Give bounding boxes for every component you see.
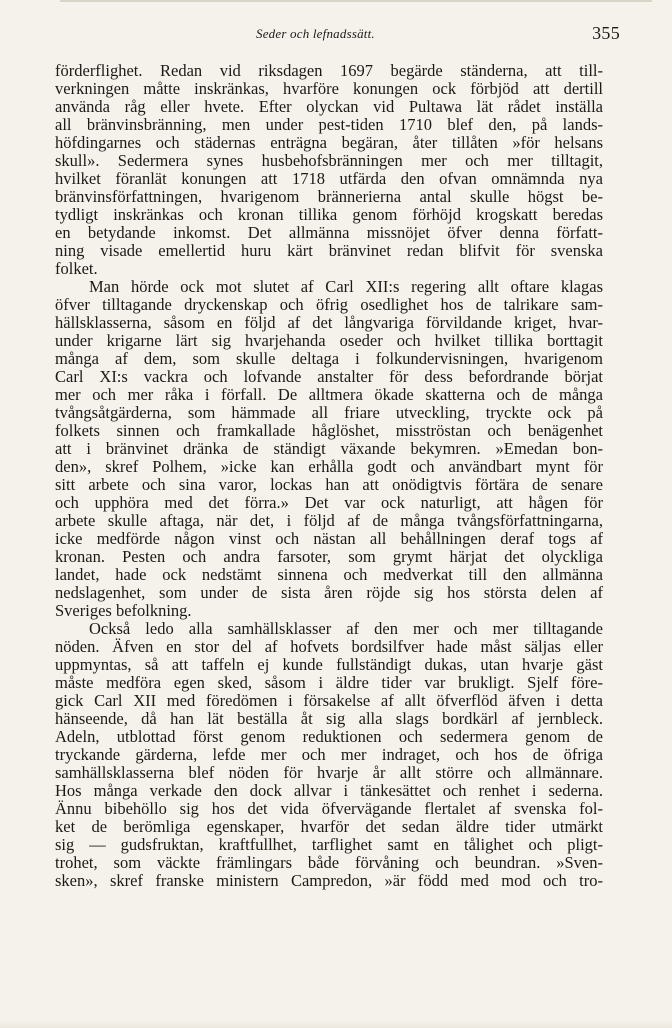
text-line: mer och mer råka i förfall. De alltmera ökade skatterna och de många [55, 385, 603, 404]
text-line: skull». Sedermera synes husbehofsbränningen mer och mer tilltagit, [55, 151, 603, 170]
text-line: Carl XI:s vackra och lofvande anstalter för dess befordrande börjat [55, 367, 603, 386]
text-line: använda råg eller hvete. Efter olyckan vid Pultawa lät rådet inställa [55, 97, 603, 116]
text-line: icke medförde någon vinst och nästan all behållningen deraf togs af [55, 529, 603, 548]
text-line: samhällsklasserna blef nöden för hvarje år allt större och allmännare. [55, 763, 603, 782]
text-line: en betydande inkomst. Det allmänna missnöjet öfver denna författ- [55, 223, 603, 242]
text-line: hänseende, då han lät beställa åt sig alla slags bordkärl af jernbleck. [55, 709, 603, 728]
text-line: Adeln, utblottad först genom reduktionen och sedermera genom de [55, 727, 603, 746]
text-line: folkets sinnen och framkallade håglöshet, misströstan och benägenhet [55, 421, 603, 440]
text-line: öfver tilltagande dryckenskap och öfrig osedlighet hos de talrikare sam- [55, 295, 603, 314]
paragraph-end-line: folket. [55, 259, 98, 278]
text-line: gick Carl XII med föredömen i försakelse af allt öfverflöd äfven i detta [55, 691, 603, 710]
text-line: och upphöra med det förra.» Det var ock naturligt, att hågen för [55, 493, 603, 512]
page-number: 355 [592, 23, 620, 43]
text-line: trohet, som väckte främlingars både förvåning och beundran. »Sven- [55, 853, 603, 872]
text-line: nedslagenhet, som under de sista åren röjde sig hos största delen af [55, 583, 603, 602]
text-line: tryckande gärderna, lefde mer och mer indraget, och hos de öfriga [55, 745, 603, 764]
text-line: uppmyntas, så att taffeln ej kunde fullständigt dukas, utan hvarje gäst [55, 655, 603, 674]
page-top-edge [60, 0, 652, 2]
paragraph-first-line: Man hörde ock mot slutet af Carl XII:s regering allt oftare klagas [89, 277, 603, 296]
text-line: många af dem, som skulle deltaga i folkundervisningen, hvarigenom [55, 349, 603, 368]
text-line: verkningen måtte inskränkas, hvarföre konungen ock förbjöd att dertill [55, 79, 603, 98]
text-line: att i bränvinet dränka de ständigt växande bekymren. »Emedan bon- [55, 439, 603, 458]
text-line: tvångsåtgärderna, som hämmade all friare utveckling, tryckte ock på [55, 403, 603, 422]
text-line: Hos många verkade den dock allvar i tänkesättet och renhet i sederna. [55, 781, 603, 800]
text-line: sitt arbete och sina varor, lockas han att onödigtvis förtära de senare [55, 475, 603, 494]
text-line: under krigarne lärt sig hvarjehanda oseder och hvilket tillika borttagit [55, 331, 603, 350]
paragraph-end-line: Sveriges befolkning. [55, 601, 192, 620]
text-line: arbete skulle aftaga, när det, i följd af de många tvångsförfattningarna, [55, 511, 603, 530]
text-line: tydligt inskränkas och kronan tillika genom förhöjd krogskatt beredas [55, 205, 603, 224]
page-bottom-edge [0, 1020, 672, 1028]
text-line: höfdingarnes och städernas enträgna begäran, åter tillåten »för helsans [55, 133, 603, 152]
text-line: Ännu bibehöllo sig hos det vida öfvervägande flertalet af svenska fol- [55, 799, 603, 818]
text-line: den», skref Polhem, »icke kan erhålla godt och användbart mynt för [55, 457, 603, 476]
text-line: sken», skref franske ministern Campredon, »är född med mod och tro- [55, 871, 603, 890]
text-line: förderflighet. Redan vid riksdagen 1697 begärde ständerna, att till- [55, 61, 603, 80]
text-line: sig — gudsfruktan, kraftfullhet, tarflighet samt en tålighet och pligt- [55, 835, 603, 854]
text-line: kronan. Pesten och andra farsoter, som grymt härjat det olyckliga [55, 547, 603, 566]
text-line: ning visade emellertid huru kärt bränvinet redan blifvit för svenska [55, 241, 603, 260]
text-line: bränvinsförfattningen, hvarigenom brännerierna antal skulle högst be- [55, 187, 603, 206]
text-line: hvilket föranlät konungen att 1718 utfärda den ofvan omnämnda nya [55, 169, 603, 188]
text-line: hällsklasserna, såsom en följd af det långvariga förvildande kriget, hvar- [55, 313, 603, 332]
text-line: all bränvinsbränning, men under pest-tiden 1710 blef den, på lands- [55, 115, 603, 134]
text-line: landet, hade ock nedstämt sinnena och medverkat till den allmänna [55, 565, 603, 584]
text-line: måste medföra egen sked, såsom i äldre tider var brukligt. Sjelf före- [55, 673, 603, 692]
running-head: Seder och lefnadssätt. [256, 26, 375, 41]
text-line: nöden. Äfven en stor del af hofvets bordsilfver hade måst säljas eller [55, 637, 603, 656]
body-text [55, 62, 603, 890]
text-line: ket de berömliga egenskaper, hvarför det sedan äldre tider utmärkt [55, 817, 603, 836]
paragraph-first-line: Också ledo alla samhällsklasser af den mer och mer tilltagande [89, 619, 603, 638]
